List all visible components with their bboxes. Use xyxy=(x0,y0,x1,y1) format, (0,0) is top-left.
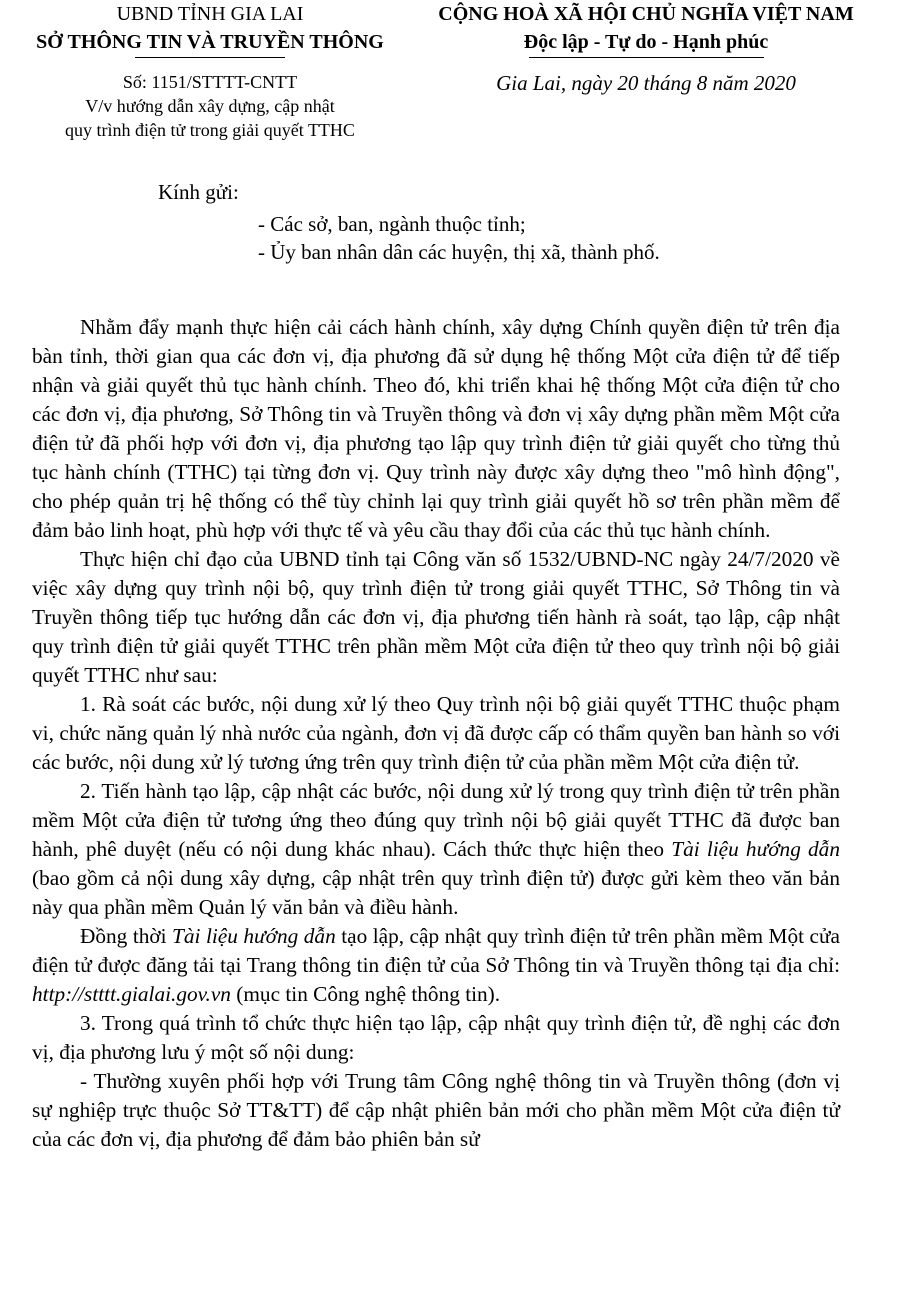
letter-body xyxy=(32,313,840,1154)
website-url: http://stttt.gialai.gov.vn xyxy=(32,982,231,1006)
text-run: (mục tin Công nghệ thông tin). xyxy=(230,982,501,1006)
paragraph-intro: Nhằm đẩy mạnh thực hiện cải cách hành chính, xây dựng Chính quyền điện tử trên địa bàn tỉnh, thời gian qua các đơn vị, địa phương đã sử dụng hệ thống Một cửa điện tử để tiếp nhận và giải quyết thủ tục hành chính. Theo đó, khi triển khai hệ thống Một cửa điện tử cho các đơn vị, địa phương, Sở Thông tin và Truyền thông và đơn vị xây dựng phần mềm Một cửa điện tử đã phối hợp với đơn vị, địa phương tạo lập quy trình điện tử giải quyết cho từng thủ tục hành chính (TTHC) tại từng đơn vị. Quy trình này được xây dựng theo "mô hình động", cho phép quản trị hệ thống có thể tùy chỉnh lại quy trình giải quyết hồ sơ trên phần mềm để đảm bảo linh hoạt, phù hợp với thực tế và yêu cầu thay đổi của các thủ tục hành chính. xyxy=(32,315,840,542)
text-run: (bao gồm cả nội dung xây dựng, cập nhật trên quy trình điện tử) được gửi kèm theo văn bản này qua phần mềm Quản lý văn bản và điều hành. xyxy=(32,866,840,919)
emphasis-guide-title: Tài liệu hướng dẫn xyxy=(671,837,840,861)
recipient-item: - Các sở, ban, ngành thuộc tỉnh; xyxy=(258,212,526,236)
document-subject-line-1: V/v hướng dẫn xây dựng, cập nhật xyxy=(85,96,335,116)
issuer-authority: UBND TỈNH GIA LAI xyxy=(116,3,304,25)
national-motto: Độc lập - Tự do - Hạnh phúc xyxy=(523,31,769,53)
text-run: Đồng thời xyxy=(80,924,173,948)
document-number: Số: 1151/STTTT-CNTT xyxy=(122,72,298,92)
issuer-department: SỞ THÔNG TIN VÀ TRUYỀN THÔNG xyxy=(36,31,384,53)
recipient-list xyxy=(258,210,660,266)
issuer-block xyxy=(0,0,420,142)
emphasis-guide-title: Tài liệu hướng dẫn xyxy=(172,924,336,948)
text-run: tạo lập, cập nhật quy trình điện tử trên phần mềm Một cửa điện tử được đăng tải tại Trang thông tin điện tử của Sở Thông tin và Truyền thông tại địa chỉ: xyxy=(32,924,840,977)
paragraph-step-2 xyxy=(32,777,840,922)
motto-underline xyxy=(529,57,764,58)
place-and-date: Gia Lai, ngày 20 tháng 8 năm 2020 xyxy=(496,71,796,95)
issuer-underline xyxy=(135,57,285,58)
greeting: Kính gửi: xyxy=(158,180,239,204)
paragraph-directive: Thực hiện chỉ đạo của UBND tỉnh tại Công văn số 1532/UBND-NC ngày 24/7/2020 về việc xây dựng quy trình nội bộ, quy trình điện tử trong giải quyết TTHC, Sở Thông tin và Truyền thông tiếp tục hướng dẫn các đơn vị, địa phương tiến hành rà soát, tạo lập, cập nhật quy trình điện tử giải quyết TTHC trên phần mềm Một cửa điện tử theo quy trình nội bộ giải quyết TTHC như sau: xyxy=(32,547,840,687)
paragraph-publication xyxy=(32,922,840,1009)
paragraph-note: - Thường xuyên phối hợp với Trung tâm Công nghệ thông tin và Truyền thông (đơn vị sự nghiệp trực thuộc Sở TT&TT) để cập nhật phiên bản mới cho phần mềm Một cửa điện tử của các đơn vị, địa phương để đảm bảo phiên bản sử xyxy=(32,1069,840,1151)
national-block xyxy=(395,0,897,96)
document-subject-line-2: quy trình điện tử trong giải quyết TTHC xyxy=(65,120,355,140)
paragraph-step-3: 3. Trong quá trình tổ chức thực hiện tạo lập, cập nhật quy trình điện tử, đề nghị các đơn vị, địa phương lưu ý một số nội dung: xyxy=(32,1011,840,1064)
national-title: CỘNG HOÀ XÃ HỘI CHỦ NGHĨA VIỆT NAM xyxy=(438,3,854,25)
paragraph-step-1: 1. Rà soát các bước, nội dung xử lý theo Quy trình nội bộ giải quyết TTHC thuộc phạm vi, chức năng quản lý nhà nước của ngành, đơn vị đã được cấp có thẩm quyền ban hành so với các bước, nội dung xử lý tương ứng trên quy trình điện tử của phần mềm Một cửa điện tử. xyxy=(32,692,840,774)
text-run: 2. Tiến hành tạo lập, cập nhật các bước, nội dung xử lý trong quy trình điện tử trên phần mềm Một cửa điện tử tương ứng theo đúng quy trình nội bộ giải quyết TTHC đã được ban hành, phê duyệt (nếu có nội dung khác nhau). Cách thức thực hiện theo xyxy=(32,779,840,861)
recipient-item: - Ủy ban nhân dân các huyện, thị xã, thành phố. xyxy=(258,240,660,264)
